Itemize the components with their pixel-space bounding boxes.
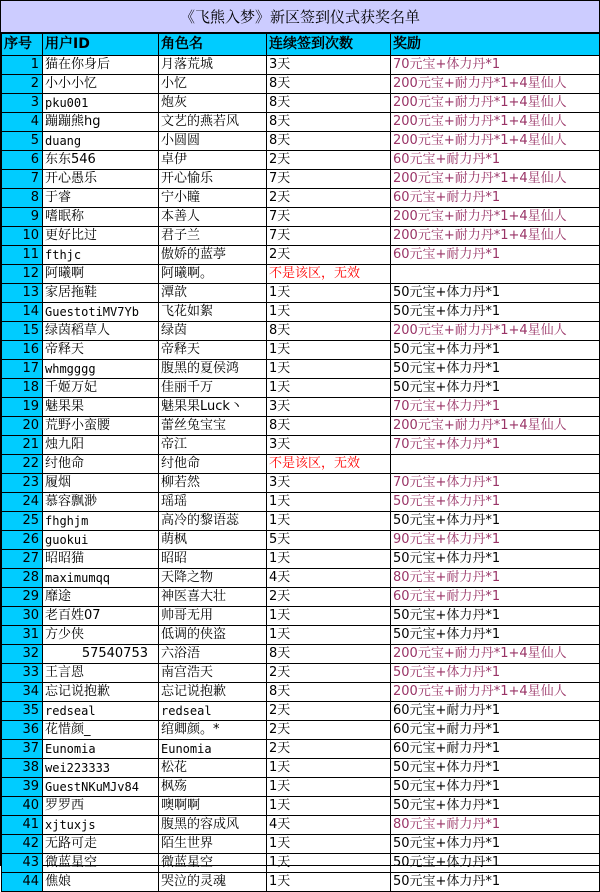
user-id-cell: 烛九阳: [43, 436, 159, 455]
table-row: [2, 550, 600, 569]
row-index-cell: 28: [2, 569, 43, 588]
user-id-cell: fhghjm: [43, 512, 159, 531]
reward-cell: 50元宝+体力丹*1: [391, 284, 600, 303]
user-id-cell: 于睿: [43, 189, 159, 208]
user-id-cell: 花惜颜_: [43, 721, 159, 740]
checkin-days-cell: 1天: [267, 303, 391, 322]
user-id-cell: 老百姓07: [43, 607, 159, 626]
role-name-cell: 飞花如絮: [159, 303, 267, 322]
reward-cell: 50元宝+体力丹*1: [391, 835, 600, 854]
role-name-cell: 小圆圆: [159, 132, 267, 151]
role-name-cell: 开心愉乐: [159, 170, 267, 189]
checkin-days-cell: 2天: [267, 721, 391, 740]
table-row: [2, 645, 600, 664]
role-name-cell: 绿茵: [159, 322, 267, 341]
checkin-days-cell: 8天: [267, 645, 391, 664]
table-body: [2, 56, 600, 892]
role-name-cell: 陌生世界: [159, 835, 267, 854]
role-name-cell: 本善人: [159, 208, 267, 227]
role-name-cell: 佳丽千万: [159, 379, 267, 398]
user-id-cell: 靡途: [43, 588, 159, 607]
checkin-days-cell: 8天: [267, 322, 391, 341]
user-id-cell: 蹦蹦熊hg: [43, 113, 159, 132]
role-name-cell: 柳若然: [159, 474, 267, 493]
table-row: [2, 303, 600, 322]
row-index-cell: 10: [2, 227, 43, 246]
user-id-cell: pku001: [43, 94, 159, 113]
checkin-days-cell: 1天: [267, 626, 391, 645]
row-index-cell: 33: [2, 664, 43, 683]
reward-cell: 70元宝+体力丹*1: [391, 474, 600, 493]
invalid-note-cell: 不是该区，无效: [267, 265, 391, 284]
role-name-cell: 六浴浯: [159, 645, 267, 664]
reward-cell: 50元宝+体力丹*1: [391, 493, 600, 512]
user-id-cell: 僬娘: [43, 873, 159, 892]
table-row: [2, 189, 600, 208]
header-reward: 奖励: [391, 34, 600, 56]
checkin-days-cell: 1天: [267, 550, 391, 569]
table-row: [2, 531, 600, 550]
table-row: [2, 474, 600, 493]
row-index-cell: 29: [2, 588, 43, 607]
reward-cell: 50元宝+体力丹*1: [391, 759, 600, 778]
reward-cell: 50元宝+体力丹*1: [391, 626, 600, 645]
table-row: [2, 341, 600, 360]
header-user-id: 用户ID: [43, 34, 159, 56]
table-row: [2, 835, 600, 854]
role-name-cell: 蕾丝兔宝宝: [159, 417, 267, 436]
checkin-days-cell: 2天: [267, 588, 391, 607]
row-index-cell: 6: [2, 151, 43, 170]
row-index-cell: 38: [2, 759, 43, 778]
reward-cell: [391, 265, 600, 284]
reward-cell: 80元宝+耐力丹*1: [391, 816, 600, 835]
row-index-cell: 2: [2, 75, 43, 94]
reward-cell: 50元宝+体力丹*1: [391, 512, 600, 531]
row-index-cell: 27: [2, 550, 43, 569]
role-name-cell: 帅哥无用: [159, 607, 267, 626]
row-index-cell: 24: [2, 493, 43, 512]
reward-cell: 50元宝+体力丹*1: [391, 873, 600, 892]
role-name-cell: 松花: [159, 759, 267, 778]
table-row: [2, 626, 600, 645]
table-row: [2, 94, 600, 113]
checkin-days-cell: 3天: [267, 56, 391, 75]
checkin-days-cell: 1天: [267, 360, 391, 379]
role-name-cell: 天降之物: [159, 569, 267, 588]
reward-cell: 50元宝+体力丹*1: [391, 664, 600, 683]
reward-cell: 50元宝+体力丹*1: [391, 341, 600, 360]
row-index-cell: 5: [2, 132, 43, 151]
table-row: [2, 246, 600, 265]
table-row: [2, 75, 600, 94]
row-index-cell: 26: [2, 531, 43, 550]
user-id-cell: fthjc: [43, 246, 159, 265]
table-row: [2, 797, 600, 816]
reward-cell: 50元宝+体力丹*1: [391, 303, 600, 322]
checkin-days-cell: 3天: [267, 398, 391, 417]
reward-cell: 200元宝+耐力丹*1+4星仙人: [391, 322, 600, 341]
checkin-days-cell: 2天: [267, 151, 391, 170]
table-row: [2, 379, 600, 398]
role-name-cell: 炮灰: [159, 94, 267, 113]
reward-cell: 80元宝+耐力丹*1: [391, 569, 600, 588]
table-row: [2, 721, 600, 740]
user-id-cell: 猫在你身后: [43, 56, 159, 75]
checkin-days-cell: 2天: [267, 740, 391, 759]
table-row: [2, 778, 600, 797]
row-index-cell: 8: [2, 189, 43, 208]
table-row: [2, 493, 600, 512]
user-id-cell: 罗罗西: [43, 797, 159, 816]
reward-cell: 50元宝+体力丹*1: [391, 379, 600, 398]
row-index-cell: 17: [2, 360, 43, 379]
role-name-cell: redseal: [159, 702, 267, 721]
row-index-cell: 16: [2, 341, 43, 360]
role-name-cell: 哭泣的灵魂: [159, 873, 267, 892]
role-name-cell: 萌枫: [159, 531, 267, 550]
table-row: [2, 398, 600, 417]
role-name-cell: 宁小瞳: [159, 189, 267, 208]
checkin-days-cell: 7天: [267, 170, 391, 189]
checkin-days-cell: 1天: [267, 284, 391, 303]
reward-cell: 50元宝+体力丹*1: [391, 607, 600, 626]
role-name-cell: 潭歆: [159, 284, 267, 303]
role-name-cell: 阿曦啊。: [159, 265, 267, 284]
reward-cell: 90元宝+体力丹*1: [391, 531, 600, 550]
row-index-cell: 44: [2, 873, 43, 892]
user-id-cell: wei223333: [43, 759, 159, 778]
user-id-cell: 更好比过: [43, 227, 159, 246]
role-name-cell: 魅果果Luck丶: [159, 398, 267, 417]
row-index-cell: 9: [2, 208, 43, 227]
checkin-days-cell: 2天: [267, 702, 391, 721]
role-name-cell: 纣他命: [159, 455, 267, 474]
user-id-cell: 纣他命: [43, 455, 159, 474]
row-index-cell: 35: [2, 702, 43, 721]
award-table: [1, 33, 600, 892]
role-name-cell: 小忆: [159, 75, 267, 94]
user-id-cell: 57540753: [43, 645, 159, 664]
reward-cell: 200元宝+耐力丹*1+4星仙人: [391, 94, 600, 113]
user-id-cell: GuestotiMV7Yb: [43, 303, 159, 322]
checkin-days-cell: 4天: [267, 816, 391, 835]
table-row: [2, 683, 600, 702]
table-row: [2, 113, 600, 132]
table-row: [2, 208, 600, 227]
user-id-cell: 东东546: [43, 151, 159, 170]
user-id-cell: redseal: [43, 702, 159, 721]
role-name-cell: 腹黑的容成风: [159, 816, 267, 835]
checkin-days-cell: 4天: [267, 569, 391, 588]
reward-cell: 50元宝+体力丹*1: [391, 797, 600, 816]
checkin-days-cell: 8天: [267, 113, 391, 132]
reward-cell: 50元宝+体力丹*1: [391, 360, 600, 379]
checkin-days-cell: 1天: [267, 778, 391, 797]
row-index-cell: 4: [2, 113, 43, 132]
role-name-cell: 绾卿颜。*: [159, 721, 267, 740]
reward-cell: 200元宝+耐力丹*1+4星仙人: [391, 227, 600, 246]
user-id-cell: 帝释天: [43, 341, 159, 360]
table-row: [2, 759, 600, 778]
role-name-cell: 腹黑的夏侯鸿: [159, 360, 267, 379]
table-row: [2, 455, 600, 474]
reward-cell: 60元宝+耐力丹*1: [391, 721, 600, 740]
checkin-days-cell: 1天: [267, 512, 391, 531]
checkin-days-cell: 1天: [267, 341, 391, 360]
reward-cell: 60元宝+耐力丹*1: [391, 189, 600, 208]
user-id-cell: 小小小忆: [43, 75, 159, 94]
checkin-days-cell: 1天: [267, 854, 391, 873]
user-id-cell: 履烟: [43, 474, 159, 493]
role-name-cell: 昭昭: [159, 550, 267, 569]
table-row: [2, 740, 600, 759]
sheet-title: 《飞熊入梦》新区签到仪式获奖名单: [1, 1, 599, 33]
reward-cell: 60元宝+耐力丹*1: [391, 151, 600, 170]
role-name-cell: 帝江: [159, 436, 267, 455]
row-index-cell: 37: [2, 740, 43, 759]
user-id-cell: 微蓝星空: [43, 854, 159, 873]
invalid-note-cell: 不是该区，无效: [267, 455, 391, 474]
row-index-cell: 21: [2, 436, 43, 455]
reward-cell: 200元宝+耐力丹*1+4星仙人: [391, 683, 600, 702]
table-row: [2, 702, 600, 721]
row-index-cell: 22: [2, 455, 43, 474]
reward-cell: 70元宝+体力丹*1: [391, 398, 600, 417]
role-name-cell: Eunomia: [159, 740, 267, 759]
user-id-cell: xjtuxjs: [43, 816, 159, 835]
reward-cell: 200元宝+耐力丹*1+4星仙人: [391, 417, 600, 436]
user-id-cell: 绿茵稻草人: [43, 322, 159, 341]
user-id-cell: 昭昭猫: [43, 550, 159, 569]
checkin-days-cell: 1天: [267, 607, 391, 626]
checkin-days-cell: 8天: [267, 683, 391, 702]
row-index-cell: 12: [2, 265, 43, 284]
role-name-cell: 帝释天: [159, 341, 267, 360]
user-id-cell: duang: [43, 132, 159, 151]
reward-cell: 70元宝+体力丹*1: [391, 56, 600, 75]
checkin-days-cell: 7天: [267, 227, 391, 246]
row-index-cell: 40: [2, 797, 43, 816]
user-id-cell: 荒野小蛮腰: [43, 417, 159, 436]
reward-cell: 60元宝+耐力丹*1: [391, 246, 600, 265]
user-id-cell: Eunomia: [43, 740, 159, 759]
table-row: [2, 607, 600, 626]
row-index-cell: 23: [2, 474, 43, 493]
role-name-cell: 傲娇的蓝葶: [159, 246, 267, 265]
role-name-cell: 枫殇: [159, 778, 267, 797]
user-id-cell: whmgggg: [43, 360, 159, 379]
header-row: [2, 34, 600, 56]
user-id-cell: 嗜眠称: [43, 208, 159, 227]
row-index-cell: 43: [2, 854, 43, 873]
reward-cell: 50元宝+体力丹*1: [391, 778, 600, 797]
row-index-cell: 20: [2, 417, 43, 436]
table-row: [2, 436, 600, 455]
table-row: [2, 569, 600, 588]
header-role-name: 角色名: [159, 34, 267, 56]
checkin-days-cell: 8天: [267, 94, 391, 113]
checkin-days-cell: 2天: [267, 189, 391, 208]
reward-cell: 200元宝+耐力丹*1+4星仙人: [391, 75, 600, 94]
row-index-cell: 15: [2, 322, 43, 341]
row-index-cell: 3: [2, 94, 43, 113]
table-row: [2, 132, 600, 151]
checkin-days-cell: 1天: [267, 379, 391, 398]
reward-cell: [391, 455, 600, 474]
checkin-days-cell: 2天: [267, 246, 391, 265]
user-id-cell: 家居拖鞋: [43, 284, 159, 303]
user-id-cell: 慕容飘渺: [43, 493, 159, 512]
user-id-cell: GuestNKuMJv84: [43, 778, 159, 797]
reward-cell: 200元宝+耐力丹*1+4星仙人: [391, 208, 600, 227]
row-index-cell: 1: [2, 56, 43, 75]
row-index-cell: 25: [2, 512, 43, 531]
user-id-cell: 忘记说抱歉: [43, 683, 159, 702]
user-id-cell: guokui: [43, 531, 159, 550]
table-row: [2, 170, 600, 189]
row-index-cell: 41: [2, 816, 43, 835]
header-index: 序号: [2, 34, 43, 56]
row-index-cell: 34: [2, 683, 43, 702]
header-checkin-days: 连续签到次数: [267, 34, 391, 56]
reward-cell: 60元宝+耐力丹*1: [391, 740, 600, 759]
row-index-cell: 13: [2, 284, 43, 303]
row-index-cell: 30: [2, 607, 43, 626]
reward-cell: 200元宝+耐力丹*1+4星仙人: [391, 132, 600, 151]
reward-cell: 200元宝+耐力丹*1+4星仙人: [391, 170, 600, 189]
reward-cell: 200元宝+耐力丹*1+4星仙人: [391, 645, 600, 664]
role-name-cell: 神医喜大壮: [159, 588, 267, 607]
checkin-days-cell: 5天: [267, 531, 391, 550]
table-row: [2, 417, 600, 436]
row-index-cell: 36: [2, 721, 43, 740]
role-name-cell: 高冷的黎语蕊: [159, 512, 267, 531]
table-row: [2, 56, 600, 75]
reward-cell: 50元宝+体力丹*1: [391, 550, 600, 569]
table-row: [2, 854, 600, 873]
row-index-cell: 19: [2, 398, 43, 417]
user-id-cell: maximumqq: [43, 569, 159, 588]
reward-cell: 200元宝+耐力丹*1+4星仙人: [391, 113, 600, 132]
table-row: [2, 227, 600, 246]
role-name-cell: 噢啊啊: [159, 797, 267, 816]
checkin-days-cell: 7天: [267, 208, 391, 227]
row-index-cell: 32: [2, 645, 43, 664]
role-name-cell: 卓伊: [159, 151, 267, 170]
row-index-cell: 39: [2, 778, 43, 797]
table-row: [2, 284, 600, 303]
table-row: [2, 322, 600, 341]
table-row: [2, 151, 600, 170]
row-index-cell: 14: [2, 303, 43, 322]
reward-cell: 50元宝+体力丹*1: [391, 854, 600, 873]
row-index-cell: 11: [2, 246, 43, 265]
reward-cell: 60元宝+耐力丹*1: [391, 702, 600, 721]
row-index-cell: 18: [2, 379, 43, 398]
checkin-days-cell: 3天: [267, 474, 391, 493]
role-name-cell: 南宫浩天: [159, 664, 267, 683]
checkin-days-cell: 8天: [267, 417, 391, 436]
user-id-cell: 开心愚乐: [43, 170, 159, 189]
role-name-cell: 瑶瑶: [159, 493, 267, 512]
user-id-cell: 无路可走: [43, 835, 159, 854]
table-row: [2, 816, 600, 835]
row-index-cell: 7: [2, 170, 43, 189]
table-row: [2, 512, 600, 531]
user-id-cell: 魅果果: [43, 398, 159, 417]
checkin-days-cell: 8天: [267, 132, 391, 151]
user-id-cell: 千姬万妃: [43, 379, 159, 398]
user-id-cell: 王言恩: [43, 664, 159, 683]
role-name-cell: 微蓝星空: [159, 854, 267, 873]
role-name-cell: 文艺的燕若风: [159, 113, 267, 132]
table-row: [2, 873, 600, 892]
table-row: [2, 360, 600, 379]
checkin-days-cell: 8天: [267, 75, 391, 94]
table-row: [2, 265, 600, 284]
checkin-days-cell: 1天: [267, 835, 391, 854]
checkin-days-cell: 2天: [267, 664, 391, 683]
role-name-cell: 忘记说抱歉: [159, 683, 267, 702]
table-row: [2, 664, 600, 683]
checkin-days-cell: 1天: [267, 797, 391, 816]
role-name-cell: 月落荒城: [159, 56, 267, 75]
role-name-cell: 君子兰: [159, 227, 267, 246]
user-id-cell: 阿曦啊: [43, 265, 159, 284]
reward-cell: 70元宝+体力丹*1: [391, 436, 600, 455]
checkin-days-cell: 1天: [267, 873, 391, 892]
row-index-cell: 31: [2, 626, 43, 645]
checkin-days-cell: 1天: [267, 493, 391, 512]
reward-cell: 60元宝+耐力丹*1: [391, 588, 600, 607]
user-id-cell: 方少侠: [43, 626, 159, 645]
table-row: [2, 588, 600, 607]
row-index-cell: 42: [2, 835, 43, 854]
checkin-days-cell: 1天: [267, 759, 391, 778]
role-name-cell: 低调的侠盗: [159, 626, 267, 645]
checkin-days-cell: 3天: [267, 436, 391, 455]
